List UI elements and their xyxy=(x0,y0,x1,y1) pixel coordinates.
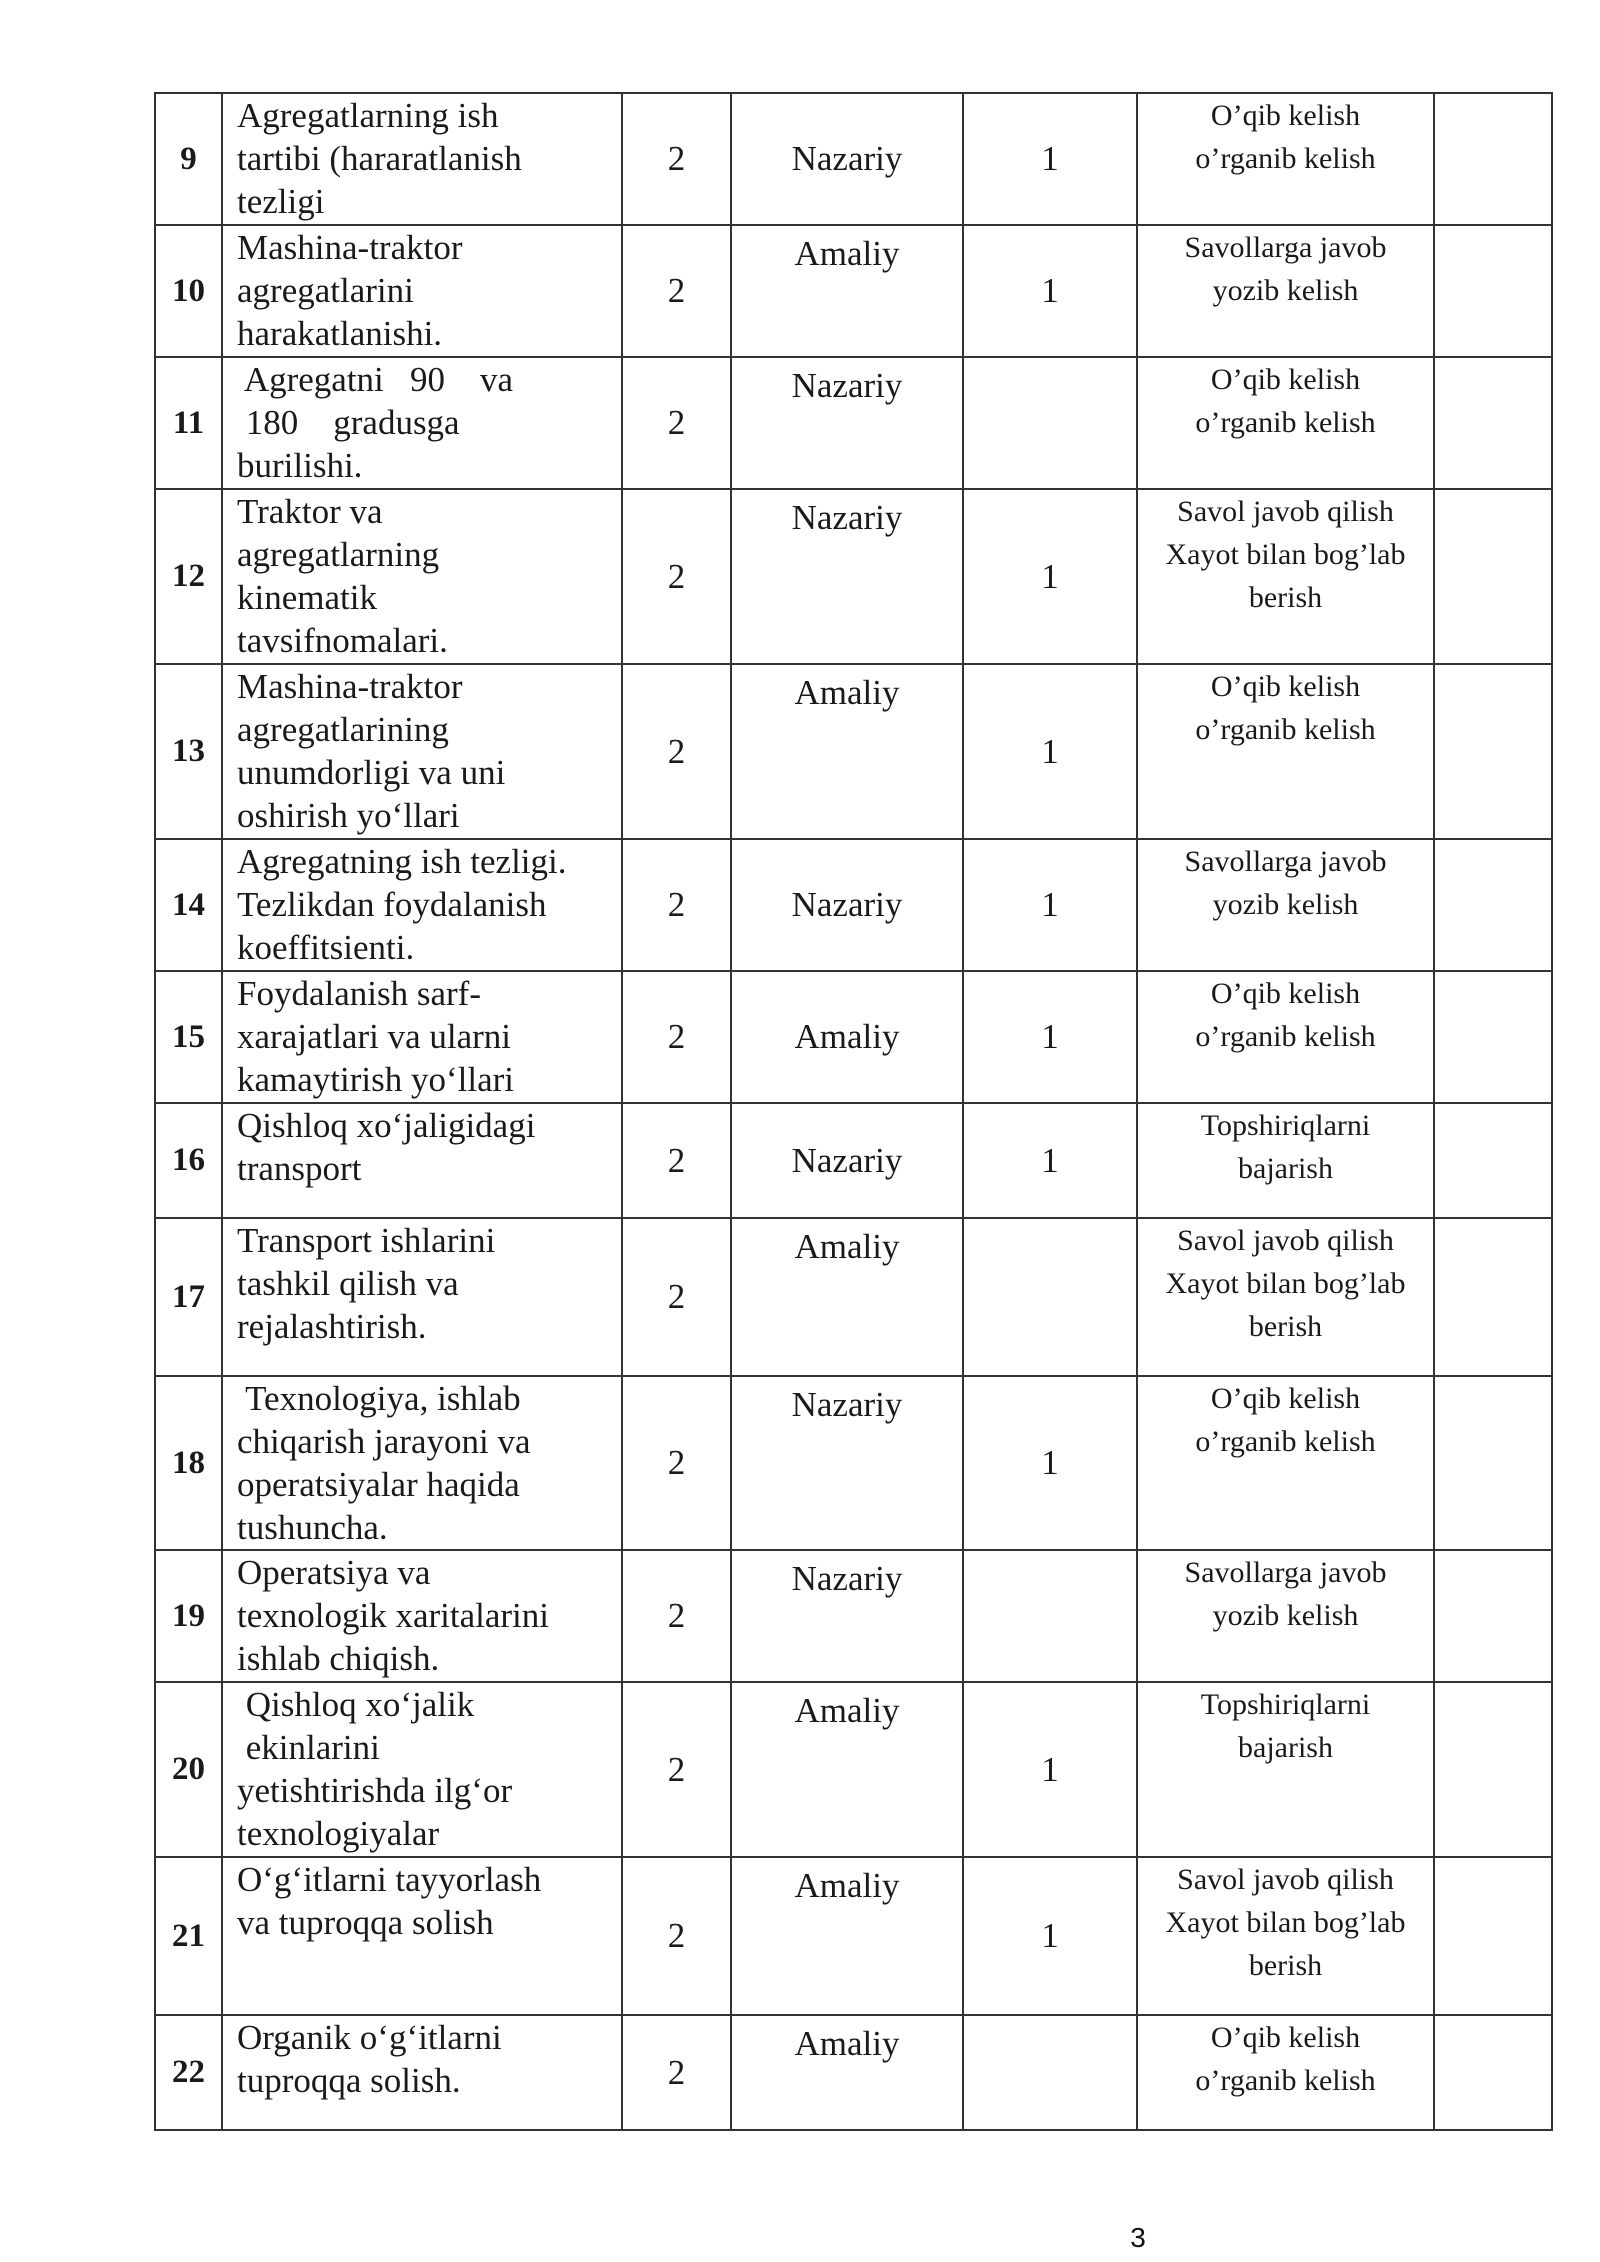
lesson-type-label: Amaliy xyxy=(794,234,900,273)
hours-cell: 2 xyxy=(622,225,731,357)
table-row xyxy=(155,225,1552,357)
assignment-line: O’qib kelish xyxy=(1210,670,1361,703)
empty-cell xyxy=(1434,1857,1552,2015)
row-number: 21 xyxy=(155,1857,222,2015)
empty-cell xyxy=(1434,225,1552,357)
topic-cell xyxy=(222,1103,622,1218)
table-row xyxy=(155,1376,1552,1550)
assignment-cell xyxy=(1137,1103,1434,1218)
assignment-line: Savollarga javob xyxy=(1184,1556,1387,1589)
assignment-line: berish xyxy=(1248,581,1323,614)
empty-cell xyxy=(1434,357,1552,489)
lesson-type-cell xyxy=(731,1857,963,2015)
assignment-line: O’qib kelish xyxy=(1210,99,1361,132)
empty-cell xyxy=(1434,1550,1552,1682)
assignment-line: o’rganib kelish xyxy=(1195,1020,1376,1053)
topic-line: agregatlarini xyxy=(237,271,414,310)
topic-cell xyxy=(222,971,622,1103)
topic-line: oshirish yo‘llari xyxy=(237,796,460,835)
topic-line: tuproqqa solish. xyxy=(237,2061,461,2100)
self-study-hours-cell: 1 xyxy=(963,971,1137,1103)
empty-cell xyxy=(1434,664,1552,839)
assignment-cell xyxy=(1137,1857,1434,2015)
table-row xyxy=(155,93,1552,225)
assignment-line: O’qib kelish xyxy=(1210,2021,1361,2054)
lesson-type-cell xyxy=(731,489,963,664)
topic-line: tashkil qilish va xyxy=(237,1264,459,1303)
lesson-type-cell xyxy=(731,1103,963,1218)
topic-line: tushuncha. xyxy=(237,1508,388,1547)
empty-cell xyxy=(1434,93,1552,225)
assignment-line: yozib kelish xyxy=(1212,274,1359,307)
topic-line: Qishloq xo‘jaligidagi xyxy=(237,1106,536,1145)
assignment-line: Xayot bilan bog’lab xyxy=(1165,538,1406,571)
topic-line: chiqarish jarayoni va xyxy=(237,1422,531,1461)
hours-cell: 2 xyxy=(622,2015,731,2130)
empty-cell xyxy=(1434,1682,1552,1857)
lesson-type-cell xyxy=(731,1376,963,1550)
topic-line: tartibi (hararatlanish xyxy=(237,139,522,178)
assignment-line: bajarish xyxy=(1238,1152,1333,1185)
self-study-hours-cell xyxy=(963,357,1137,489)
row-number: 20 xyxy=(155,1682,222,1857)
assignment-line: o’rganib kelish xyxy=(1195,142,1376,175)
topic-line: agregatlarning xyxy=(237,535,440,574)
assignment-line: O’qib kelish xyxy=(1210,1382,1361,1415)
assignment-line: Savollarga javob xyxy=(1184,231,1387,264)
assignment-line: Topshiriqlarni xyxy=(1200,1109,1371,1142)
assignment-line: o’rganib kelish xyxy=(1195,406,1376,439)
row-number: 9 xyxy=(155,93,222,225)
topic-line: tezligi xyxy=(237,182,325,221)
topic-cell xyxy=(222,839,622,971)
topic-line: unumdorligi va uni xyxy=(237,753,506,792)
lesson-type-cell xyxy=(731,1682,963,1857)
self-study-hours-cell: 1 xyxy=(963,489,1137,664)
table-row xyxy=(155,971,1552,1103)
topic-line: va tuproqqa solish xyxy=(237,1903,494,1942)
lesson-type-label: Amaliy xyxy=(794,2024,900,2063)
topic-line: ekinlarini xyxy=(237,1728,380,1767)
assignment-cell xyxy=(1137,225,1434,357)
table-row xyxy=(155,357,1552,489)
topic-line: agregatlarining xyxy=(237,710,449,749)
topic-line: kinematik xyxy=(237,578,377,617)
topic-line: Foydalanish sarf- xyxy=(237,974,481,1013)
assignment-line: Savol javob qilish xyxy=(1177,1863,1394,1896)
assignment-cell xyxy=(1137,1550,1434,1682)
topic-cell xyxy=(222,664,622,839)
table-row xyxy=(155,1682,1552,1857)
assignment-line: Savol javob qilish xyxy=(1177,1224,1394,1257)
topic-line: operatsiyalar haqida xyxy=(237,1465,520,1504)
table-row xyxy=(155,664,1552,839)
assignment-cell xyxy=(1137,664,1434,839)
assignment-cell xyxy=(1137,1682,1434,1857)
lesson-type-cell xyxy=(731,1550,963,1682)
assignment-cell xyxy=(1137,93,1434,225)
row-number: 19 xyxy=(155,1550,222,1682)
empty-cell xyxy=(1434,839,1552,971)
table-row xyxy=(155,1857,1552,2015)
row-number: 22 xyxy=(155,2015,222,2130)
topic-line: texnologiyalar xyxy=(237,1814,440,1853)
hours-cell: 2 xyxy=(622,971,731,1103)
self-study-hours-cell xyxy=(963,1550,1137,1682)
table-row xyxy=(155,489,1552,664)
topic-line: Texnologiya, ishlab xyxy=(237,1379,521,1418)
hours-cell: 2 xyxy=(622,664,731,839)
lesson-type-label: Nazariy xyxy=(791,366,903,405)
assignment-line: bajarish xyxy=(1238,1731,1333,1764)
lesson-type-label: Nazariy xyxy=(791,1385,903,1424)
topic-line: harakatlanishi. xyxy=(237,314,443,353)
topic-line: Qishloq xo‘jalik xyxy=(237,1685,475,1724)
table-row xyxy=(155,1550,1552,1682)
hours-cell: 2 xyxy=(622,1218,731,1376)
self-study-hours-cell: 1 xyxy=(963,225,1137,357)
table-row xyxy=(155,1103,1552,1218)
assignment-cell xyxy=(1137,2015,1434,2130)
assignment-cell xyxy=(1137,1376,1434,1550)
row-number: 16 xyxy=(155,1103,222,1218)
row-number: 11 xyxy=(155,357,222,489)
assignment-line: berish xyxy=(1248,1949,1323,1982)
row-number: 14 xyxy=(155,839,222,971)
lesson-type-cell xyxy=(731,839,963,971)
topic-cell xyxy=(222,93,622,225)
assignment-line: Topshiriqlarni xyxy=(1200,1688,1371,1721)
self-study-hours-cell: 1 xyxy=(963,1857,1137,2015)
self-study-hours-cell: 1 xyxy=(963,1376,1137,1550)
lesson-type-label: Amaliy xyxy=(794,1227,900,1266)
topic-line: Agregatning ish tezligi. xyxy=(237,842,567,881)
hours-cell: 2 xyxy=(622,489,731,664)
row-number: 17 xyxy=(155,1218,222,1376)
assignment-line: yozib kelish xyxy=(1212,1599,1359,1632)
topic-line: ishlab chiqish. xyxy=(237,1639,440,1678)
assignment-line: Xayot bilan bog’lab xyxy=(1165,1906,1406,1939)
assignment-line: o’rganib kelish xyxy=(1195,713,1376,746)
topic-cell xyxy=(222,225,622,357)
curriculum-table xyxy=(154,92,1553,2131)
self-study-hours-cell: 1 xyxy=(963,93,1137,225)
topic-line: yetishtirishda ilg‘or xyxy=(237,1771,513,1810)
topic-line: Transport ishlarini xyxy=(237,1221,496,1260)
assignment-line: o’rganib kelish xyxy=(1195,2064,1376,2097)
topic-cell xyxy=(222,357,622,489)
self-study-hours-cell: 1 xyxy=(963,664,1137,839)
assignment-line: Xayot bilan bog’lab xyxy=(1165,1267,1406,1300)
topic-line: tavsifnomalari. xyxy=(237,621,448,660)
self-study-hours-cell xyxy=(963,2015,1137,2130)
hours-cell: 2 xyxy=(622,1682,731,1857)
empty-cell xyxy=(1434,971,1552,1103)
table-body xyxy=(155,93,1552,2130)
lesson-type-label: Nazariy xyxy=(791,139,903,178)
hours-cell: 2 xyxy=(622,839,731,971)
row-number: 15 xyxy=(155,971,222,1103)
lesson-type-cell xyxy=(731,664,963,839)
page-number: 3 xyxy=(1130,2222,1146,2253)
topic-line: Traktor va xyxy=(237,492,383,531)
self-study-hours-cell xyxy=(963,1218,1137,1376)
topic-line: O‘g‘itlarni tayyorlash xyxy=(237,1860,542,1899)
empty-cell xyxy=(1434,1376,1552,1550)
assignment-line: O’qib kelish xyxy=(1210,977,1361,1010)
topic-line: Agregatlarning ish xyxy=(237,96,499,135)
hours-cell: 2 xyxy=(622,93,731,225)
lesson-type-cell xyxy=(731,2015,963,2130)
table-row xyxy=(155,839,1552,971)
topic-line: koeffitsienti. xyxy=(237,928,415,967)
lesson-type-label: Nazariy xyxy=(791,885,903,924)
topic-line: Operatsiya va xyxy=(237,1553,431,1592)
lesson-type-cell xyxy=(731,93,963,225)
topic-cell xyxy=(222,1550,622,1682)
row-number: 13 xyxy=(155,664,222,839)
topic-line: Mashina-traktor xyxy=(237,228,463,267)
lesson-type-cell xyxy=(731,225,963,357)
assignment-line: O’qib kelish xyxy=(1210,363,1361,396)
assignment-cell xyxy=(1137,489,1434,664)
self-study-hours-cell: 1 xyxy=(963,1103,1137,1218)
lesson-type-label: Nazariy xyxy=(791,498,903,537)
topic-line: rejalashtirish. xyxy=(237,1307,427,1346)
topic-line: Tezlikdan foydalanish xyxy=(237,885,547,924)
assignment-cell xyxy=(1137,839,1434,971)
empty-cell xyxy=(1434,489,1552,664)
topic-cell xyxy=(222,2015,622,2130)
hours-cell: 2 xyxy=(622,1550,731,1682)
row-number: 12 xyxy=(155,489,222,664)
topic-cell xyxy=(222,1376,622,1550)
topic-line: texnologik xaritalarini xyxy=(237,1596,549,1635)
topic-line: Organik o‘g‘itlarni xyxy=(237,2018,502,2057)
hours-cell: 2 xyxy=(622,1857,731,2015)
lesson-type-cell xyxy=(731,357,963,489)
row-number: 18 xyxy=(155,1376,222,1550)
self-study-hours-cell: 1 xyxy=(963,839,1137,971)
topic-cell xyxy=(222,1857,622,2015)
hours-cell: 2 xyxy=(622,1103,731,1218)
lesson-type-label: Amaliy xyxy=(794,1017,900,1056)
empty-cell xyxy=(1434,1218,1552,1376)
lesson-type-label: Amaliy xyxy=(794,673,900,712)
lesson-type-label: Nazariy xyxy=(791,1140,903,1180)
lesson-type-cell xyxy=(731,1218,963,1376)
assignment-line: Savol javob qilish xyxy=(1177,495,1394,528)
topic-line: kamaytirish yo‘llari xyxy=(237,1060,515,1099)
lesson-type-label: Nazariy xyxy=(791,1559,903,1598)
lesson-type-cell xyxy=(731,971,963,1103)
topic-line: transport xyxy=(237,1149,362,1188)
topic-line: 180 gradusga xyxy=(237,403,460,442)
empty-cell xyxy=(1434,1103,1552,1218)
hours-cell: 2 xyxy=(622,357,731,489)
topic-cell xyxy=(222,1218,622,1376)
topic-line: Mashina-traktor xyxy=(237,667,463,706)
table-row xyxy=(155,2015,1552,2130)
hours-cell: 2 xyxy=(622,1376,731,1550)
empty-cell xyxy=(1434,2015,1552,2130)
lesson-type-label: Amaliy xyxy=(794,1866,900,1905)
topic-line: xarajatlari va ularni xyxy=(237,1017,512,1056)
topic-line: Agregatni 90 va xyxy=(237,360,514,399)
assignment-cell xyxy=(1137,971,1434,1103)
assignment-line: o’rganib kelish xyxy=(1195,1425,1376,1458)
topic-cell xyxy=(222,489,622,664)
assignment-cell xyxy=(1137,357,1434,489)
assignment-cell xyxy=(1137,1218,1434,1376)
assignment-line: Savollarga javob xyxy=(1184,845,1387,878)
topic-line: burilishi. xyxy=(237,446,363,485)
assignment-line: yozib kelish xyxy=(1212,888,1359,921)
topic-cell xyxy=(222,1682,622,1857)
row-number: 10 xyxy=(155,225,222,357)
lesson-type-label: Amaliy xyxy=(794,1691,900,1730)
assignment-line: berish xyxy=(1248,1310,1323,1343)
self-study-hours-cell: 1 xyxy=(963,1682,1137,1857)
table-row xyxy=(155,1218,1552,1376)
